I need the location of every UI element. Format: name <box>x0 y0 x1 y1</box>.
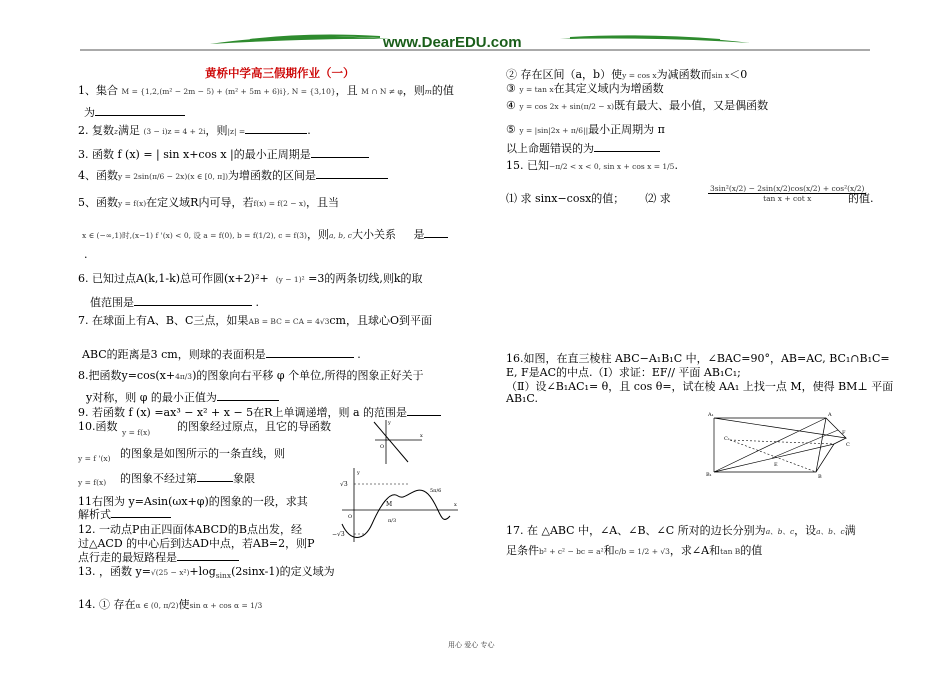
g2-origin: O <box>348 514 353 520</box>
g1-origin-label: O <box>380 444 385 450</box>
label-f: F <box>842 430 846 436</box>
label-a1: A₁ <box>708 412 714 418</box>
question-16-line2: E, F是AC的中点.（Ⅰ）求证：EF// 平面 AB₁C₁; <box>506 366 741 379</box>
question-17: 17. 在 △ABC 中，∠A、∠B、∠C 所对的边长分别为a、b、c，设a、b、c满 <box>506 524 856 537</box>
q10-f3: y = f(x) <box>78 478 107 487</box>
question-11-line2: 解析式 <box>78 506 171 522</box>
g1-x-label: x <box>420 433 423 439</box>
question-16-line4: AB₁C. <box>506 392 538 405</box>
question-6-line2: 值范围是 . <box>90 296 259 309</box>
g2-y: y <box>357 470 360 476</box>
sine-graph <box>330 466 460 544</box>
q10-f2: y = f '(x) <box>78 454 111 463</box>
g2-neg-sqrt3: −√3 <box>332 531 345 538</box>
question-15-parts: ⑴ 求 sinx−cosx的值； ⑵ 求 <box>506 192 671 205</box>
q15-fraction: 3sin²(x/2) − 2sin(x/2)cos(x/2) + cos²(x/2) tan x + cot x <box>710 184 865 203</box>
label-b1: B₁ <box>706 472 712 478</box>
question-3: 3. 函数 f (x) = | sin x+cos x |的最小正周期是 <box>78 146 369 162</box>
label-a: A <box>828 412 832 418</box>
question-6: 6. 已知过点A(k,1-k)总可作圆(x+2)²+ (y − 1)² =3的两条切线,则k的取 <box>78 272 423 285</box>
question-17-line2: 足条件b² + c² − bc = a²和c/b = 1/2 + √3，求∠A和tan B的值 <box>506 544 763 557</box>
label-e: E <box>774 462 778 468</box>
site-banner[interactable]: www.DearEDU.com <box>383 34 522 51</box>
question-7: 7. 在球面上有A、B、C三点，如果AB = BC = CA = 4√3cm，且球心O到平面 <box>78 314 432 327</box>
question-5: 5、函数y = f(x)在定义域R内可导，若f(x) = f(2 − x)，且当 <box>78 196 340 209</box>
prop-3: ③ y = tan x在其定义域内为增函数 <box>506 82 664 95</box>
g1-y-label: y <box>388 420 391 426</box>
question-4: 4、函数y = 2sin(π/6 − 2x)(x ∈ [0, π])为增函数的区间是 <box>78 167 388 183</box>
prop-summary: 以上命题错误的为 <box>506 140 660 156</box>
q10-c: 的图象是如图所示的一条直线，则 <box>120 447 285 460</box>
left-swoosh-icon <box>210 36 390 44</box>
question-1-line2: 为 <box>84 104 185 120</box>
question-15: 15. 已知−π/2 < x < 0, sin x + cos x = 1/5. <box>506 159 678 172</box>
page-footer: 用心 爱心 专心 <box>448 641 495 649</box>
question-16: 16.如图，在直三棱柱 ABC−A₁B₁C 中，∠BAC=90°，AB=AC, BC₁∩B₁C= <box>506 352 890 365</box>
question-14: 14. ① 存在α ∈ (0, π/2)使sin α + cos α = 1/3 <box>78 598 263 611</box>
prism-diagram <box>706 410 854 480</box>
g2-x: x <box>454 502 457 508</box>
g2-m-label: M <box>386 501 393 508</box>
derivative-graph <box>370 418 426 466</box>
label-c1: C₁ <box>724 436 730 442</box>
question-5-line2: x ∈ (−∞,1)时,(x−1) f '(x) < 0, 设 a = f(0), b = f(1/2), c = f(3)，则a, b, c大小关系 是 <box>82 226 448 242</box>
prop-2: ② 存在区间（a，b）使y = cos x为减函数而sin x＜0 <box>506 68 748 81</box>
question-10: 10.函数 <box>78 420 118 433</box>
q10-f1: y = f(x) <box>122 428 151 437</box>
g2-5pi6: 5π/6 <box>430 488 442 494</box>
question-8: 8.把函数y=cos(x+4π/3)的图象向右平移 φ 个单位,所得的图象正好关于 <box>78 369 424 382</box>
q10-b: 的图象经过原点，且它的导函数 <box>177 420 331 433</box>
question-9: 9. 若函数 f (x) =ax³ − x² + x − 5在R上单调递增，则 a 的范围是 <box>78 404 441 420</box>
page-title: 黄桥中学高三假期作业（一） <box>205 66 355 80</box>
label-c: C <box>846 442 850 448</box>
q15-tail: 的值. <box>848 192 874 205</box>
prop-5: ⑤ y = |sin|2x + π/6||最小正周期为 π <box>506 123 665 136</box>
g2-pi3: π/3 <box>388 518 397 524</box>
question-5-dot: . <box>84 248 88 261</box>
label-b: B <box>818 474 822 480</box>
question-12-line3: 点行走的最短路程是 <box>78 549 239 565</box>
question-16-line3: （Ⅱ）设∠B₁AC₁= θ，且 cos θ=，试在棱 AA₁ 上找一点 M，使得 BM⊥ 平面 <box>506 380 894 393</box>
question-7-line2: ABC的距离是3 cm，则球的表面积是 . <box>82 348 361 361</box>
question-13: 13. ，函数 $y=√(25 - x^2)+\log_{sinx}(2\sin x-1)$的定义域为 <box>78 565 335 581</box>
question-12-line2: 过△ACD 的中心后到达AD中点，若AB=2，则P <box>78 537 315 550</box>
question-12: 12. 一动点P由正四面体ABCD的B点出发，经 <box>78 523 302 536</box>
question-11: 11右图为 y=Asin(ωx+φ)的图象的一段，求其 <box>78 495 308 508</box>
question-8-line2: y对称，则 φ 的最小正值为 <box>86 389 279 405</box>
question-2: 2. 复数z满足 (3 − i)z = 4 + 2i，则|z| = . <box>78 124 311 137</box>
q10-d: 的图象不经过第 象限 <box>120 472 255 485</box>
g2-sqrt3: √3 <box>340 481 348 488</box>
question-1: 1、集合 M = {1,2,(m² − 2m − 5) + (m² + 5m + 6)i}, N = {3,10}，且 M ∩ N ≠ φ，则m的值 <box>78 84 454 97</box>
prop-4: ④ y = cos 2x + sin(π/2 − x)既有最大、最小值，又是偶函数 <box>506 99 769 112</box>
